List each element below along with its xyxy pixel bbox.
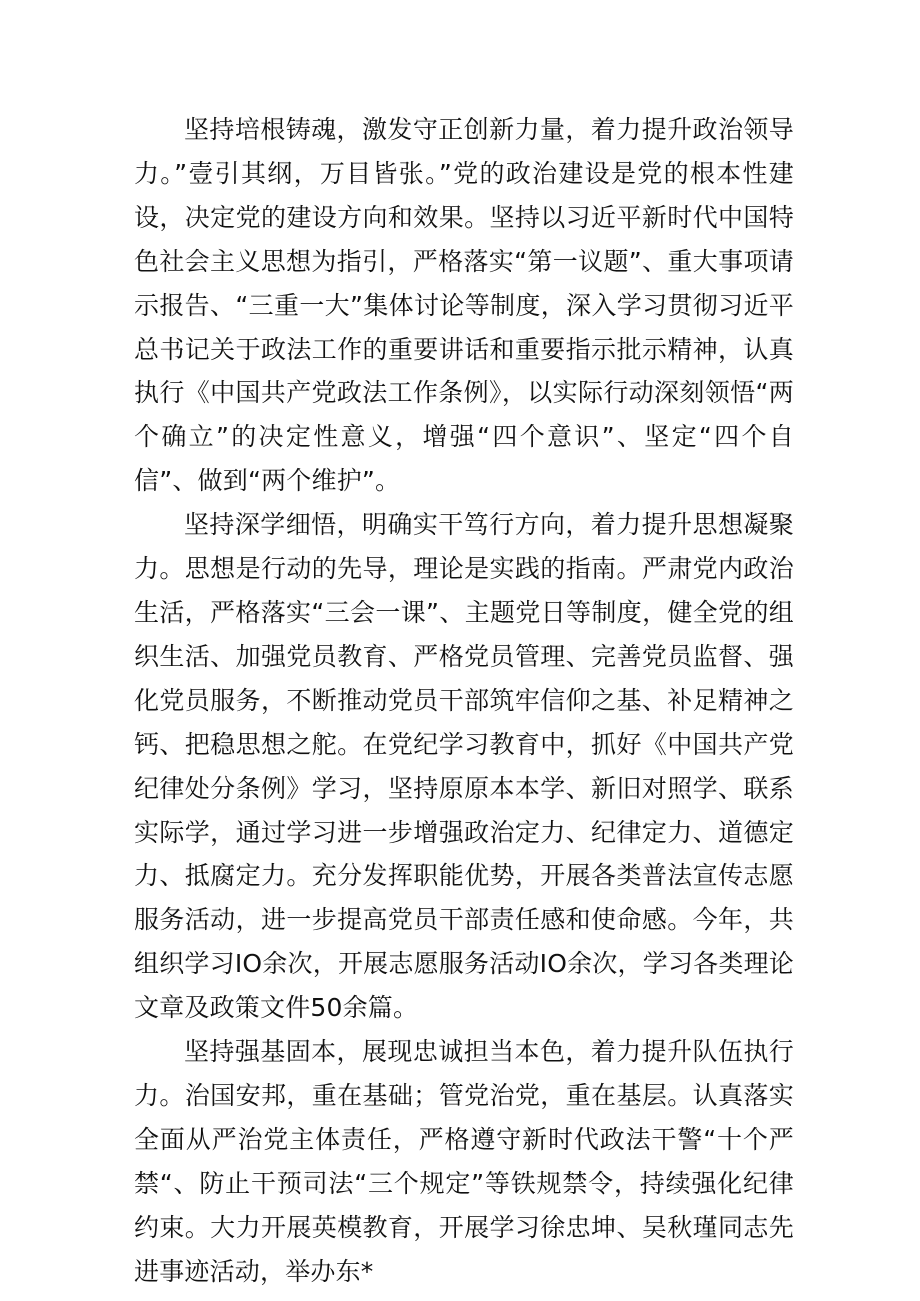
paragraph-political-leadership: 坚持培根铸魂，激发守正创新力量，着力提升政治领导力。”壹引其纲，万目皆张。”党的政治建设是党的根本性建设，决定党的建设方向和效果。坚持以习近平新时代中国特色社会主义思想为指引，严格落实“第一议题”、重大事项请示报告、“三重一大”集体讨论等制度，深入学习贯彻习近平总书记关于政法工作的重要讲话和重要指示批示精神，认真执行《中国共产党政法工作条例》，以实际行动深刻领悟“两个确立”的决定性意义，增强“四个意识”、坚定“四个自信”、做到“两个维护”。: [134, 115, 794, 496]
document-body: [134, 108, 794, 1293]
paragraph-ideological-cohesion: 坚持深学细悟，明确实干笃行方向，着力提升思想凝聚力。思想是行动的先导，理论是实践的指南。严肃党内政治生活，严格落实“三会一课”、主题党日等制度，健全党的组织生活、加强党员教育、严格党员管理、完善党员监督、强化党员服务，不断推动党员干部筑牢信仰之基、补足精神之钙、把稳思想之舵。在党纪学习教育中，抓好《中国共产党纪律处分条例》学习，坚持原原本本学、新旧对照学、联系实际学，通过学习进一步增强政治定力、纪律定力、道德定力、抵腐定力。充分发挥职能优势，开展各类普法宣传志愿服务活动，进一步提高党员干部责任感和使命感。今年，共组织学习IO余次，开展志愿服务活动IO余次，学习各类理论文章及政策文件50余篇。: [134, 510, 794, 1023]
paragraph-team-execution: 坚持强基固本，展现忠诚担当本色，着力提升队伍执行力。治国安邦，重在基础；管党治党，重在基层。认真落实全面从严治党主体责任，严格遵守新时代政法干警“十个严禁“、防止干预司法“三个规定”等铁规禁令，持续强化纪律约束。大力开展英模教育，开展学习徐忠坤、吴秋瑾同志先进事迹活动，举办东*: [134, 1037, 794, 1286]
